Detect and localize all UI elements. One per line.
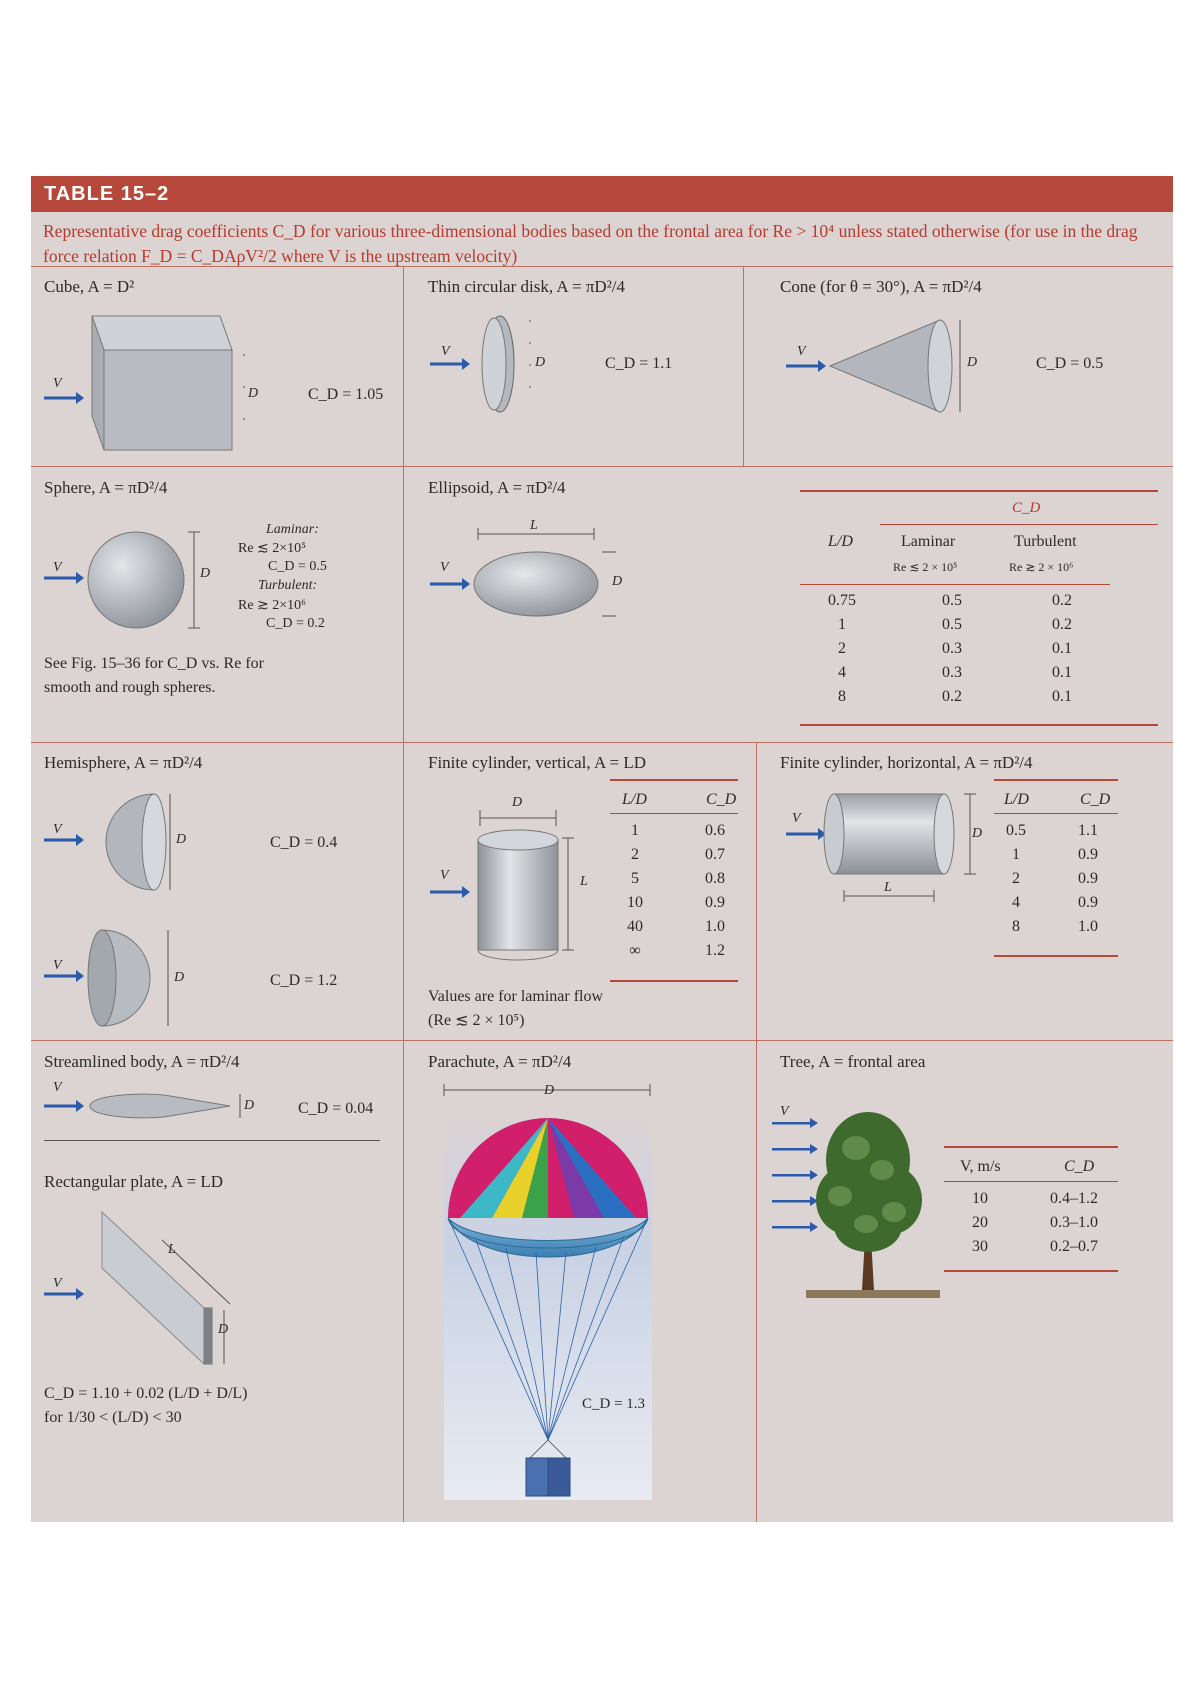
diameter-label: D	[544, 1083, 555, 1098]
diameter-label: D	[612, 574, 623, 589]
ellipsoid-table-cell: 0.3	[942, 640, 962, 657]
ellipsoid-table-cell: 4	[838, 664, 846, 681]
cyl-vert-table-cell: 0.8	[705, 870, 725, 887]
length-label: L	[580, 874, 588, 889]
velocity-label: V	[53, 958, 62, 973]
diameter-label: D	[244, 1098, 255, 1113]
cyl-vert-table-body	[610, 822, 738, 972]
cyl-vert-table-cell: 1.0	[705, 918, 725, 935]
table-rule	[944, 1181, 1118, 1182]
tree-table-cell: 30	[972, 1238, 988, 1255]
cyl-horiz-col-cd: C_D	[1080, 791, 1111, 808]
cyl-horiz-table-cell: 1	[1012, 846, 1020, 863]
sphere-note: See Fig. 15–36 for C_D vs. Re for	[44, 655, 264, 672]
tree-title: Tree, A = frontal area	[780, 1052, 926, 1071]
diameter-label: D	[512, 795, 523, 810]
cyl-horiz-table-cell: 4	[1012, 894, 1020, 911]
cyl-vert-figure	[428, 808, 598, 958]
table-rule	[994, 813, 1118, 814]
sphere-figure	[40, 528, 210, 632]
plate-title: Rectangular plate, A = LD	[44, 1172, 224, 1191]
hemisphere-title: Hemisphere, A = πD²/4	[44, 753, 203, 772]
cyl-horiz-table-cell: 0.9	[1078, 870, 1098, 887]
cyl-vert-table-cell: 1	[631, 822, 639, 839]
cube-figure	[40, 312, 340, 452]
table-rule	[800, 724, 1158, 726]
ellipsoid-col-ld: L/D	[828, 533, 853, 550]
streamlined-title: Streamlined body, A = πD²/4	[44, 1052, 240, 1071]
ellipsoid-title: Ellipsoid, A = πD²/4	[428, 478, 566, 497]
cyl-vert-table-cell: 40	[627, 918, 643, 935]
cone-cd: C_D = 0.5	[1036, 355, 1104, 372]
ellipsoid-table-cell: 0.1	[1052, 664, 1072, 681]
sphere-laminar-label: Laminar:	[266, 522, 319, 537]
velocity-label: V	[440, 560, 449, 575]
table-rule	[610, 980, 738, 982]
cyl-horiz-title: Finite cylinder, horizontal, A = πD²/4	[780, 753, 1033, 772]
plate-cd: C_D = 1.10 + 0.02 (L/D + D/L)	[44, 1385, 248, 1402]
length-label: L	[884, 880, 892, 895]
ellipsoid-table-cell: 0.2	[1052, 592, 1072, 609]
grid-line	[31, 1040, 1173, 1041]
cyl-horiz-table-body	[994, 822, 1118, 947]
cyl-vert-table-cell: 0.9	[705, 894, 725, 911]
cyl-horiz-table-cell: 8	[1012, 918, 1020, 935]
parachute-title: Parachute, A = πD²/4	[428, 1052, 572, 1071]
length-label: L	[168, 1242, 176, 1257]
sphere-title: Sphere, A = πD²/4	[44, 478, 168, 497]
ellipsoid-table-cell: 0.1	[1052, 688, 1072, 705]
diameter-label: D	[174, 970, 185, 985]
hemisphere-cd-1: C_D = 0.4	[270, 834, 338, 851]
cyl-vert-note: Values are for laminar flow	[428, 988, 604, 1005]
cyl-horiz-table-cell: 0.9	[1078, 846, 1098, 863]
ellipsoid-table-body	[800, 592, 1110, 712]
disk-figure	[428, 312, 568, 422]
velocity-label: V	[53, 822, 62, 837]
cyl-horiz-table-cell: 0.5	[1006, 822, 1026, 839]
ellipsoid-col-laminar: Laminar	[901, 533, 956, 550]
ellipsoid-table-cell: 0.1	[1052, 640, 1072, 657]
sphere-laminar-cd: C_D = 0.5	[268, 559, 327, 574]
sphere-note: smooth and rough spheres.	[44, 679, 216, 696]
diameter-label: D	[176, 832, 187, 847]
sphere-laminar-re: Re ≲ 2×10⁵	[238, 541, 307, 556]
diameter-label: D	[535, 355, 546, 370]
velocity-label: V	[797, 344, 806, 359]
streamlined-figure	[40, 1086, 260, 1126]
ellipsoid-table-cell: 0.75	[828, 592, 856, 609]
ellipsoid-col-turbulent: Turbulent	[1014, 533, 1077, 550]
velocity-label: V	[440, 868, 449, 883]
table-rule	[610, 813, 738, 814]
ellipsoid-table-cell: 0.2	[1052, 616, 1072, 633]
velocity-label: V	[53, 560, 62, 575]
cyl-vert-col-cd: C_D	[706, 791, 737, 808]
ellipsoid-figure	[428, 528, 628, 628]
table-rule	[880, 524, 1158, 525]
sphere-turbulent-label: Turbulent:	[258, 578, 318, 593]
table-rule	[610, 779, 738, 781]
streamlined-cd: C_D = 0.04	[298, 1100, 374, 1117]
cyl-vert-col-ld: L/D	[622, 791, 647, 808]
grid-line	[31, 742, 1173, 743]
grid-line	[756, 742, 757, 1522]
cyl-vert-table-cell: 1.2	[705, 942, 725, 959]
cube-cd: C_D = 1.05	[308, 386, 384, 403]
table-rule	[800, 584, 1110, 585]
tree-table-cell: 0.4–1.2	[1050, 1190, 1098, 1207]
tree-table-body	[944, 1190, 1118, 1265]
disk-title: Thin circular disk, A = πD²/4	[428, 277, 626, 296]
cube-title: Cube, A = D²	[44, 277, 135, 296]
tree-col-cd: C_D	[1064, 1158, 1095, 1175]
length-label: L	[530, 518, 538, 533]
parachute-figure	[436, 1082, 666, 1502]
velocity-label: V	[780, 1104, 789, 1119]
table-rule	[944, 1270, 1118, 1272]
ellipsoid-table-cell: 8	[838, 688, 846, 705]
sphere-turbulent-cd: C_D = 0.2	[266, 616, 325, 631]
table-rule	[800, 490, 1158, 492]
tree-table-cell: 0.2–0.7	[1050, 1238, 1098, 1255]
grid-line	[403, 266, 404, 1522]
grid-line	[743, 266, 744, 466]
table-rule	[944, 1146, 1118, 1148]
velocity-label: V	[53, 376, 62, 391]
disk-cd: C_D = 1.1	[605, 355, 673, 372]
parachute-cd: C_D = 1.3	[582, 1396, 646, 1412]
grid-line	[31, 266, 1173, 267]
cyl-vert-table-cell: 10	[627, 894, 643, 911]
tree-col-v: V, m/s	[960, 1158, 1001, 1175]
table-rule	[994, 955, 1118, 957]
diameter-label: D	[972, 826, 983, 841]
velocity-label: V	[53, 1080, 62, 1095]
diameter-label: D	[967, 355, 978, 370]
hemisphere-figure	[40, 790, 190, 1028]
diameter-label: D	[200, 566, 211, 581]
table-rule	[994, 779, 1118, 781]
cyl-vert-table-cell: ∞	[629, 942, 641, 959]
ellipsoid-table-cell: 1	[838, 616, 846, 633]
ellipsoid-table-cell: 2	[838, 640, 846, 657]
velocity-label: V	[792, 811, 801, 826]
diameter-label: D	[248, 386, 259, 401]
ellipsoid-table-cell: 0.5	[942, 592, 962, 609]
grid-line	[31, 466, 1173, 467]
cyl-horiz-col-ld: L/D	[1004, 791, 1029, 808]
ellipsoid-sub-laminar: Re ≲ 2 × 10⁵	[893, 560, 958, 574]
ellipsoid-sub-turbulent: Re ≳ 2 × 10⁶	[1009, 560, 1074, 574]
tree-table-cell: 10	[972, 1190, 988, 1207]
plate-range: for 1/30 < (L/D) < 30	[44, 1409, 182, 1426]
cyl-vert-table-cell: 0.7	[705, 846, 725, 863]
sphere-turbulent-re: Re ≳ 2×10⁶	[238, 598, 307, 613]
cyl-vert-table-cell: 0.6	[705, 822, 725, 839]
plate-figure	[40, 1208, 260, 1368]
cyl-horiz-table-cell: 1.1	[1078, 822, 1098, 839]
tree-figure	[770, 1100, 940, 1300]
ellipsoid-table-cell: 0.5	[942, 616, 962, 633]
cone-figure	[784, 316, 984, 416]
cyl-horiz-table-cell: 1.0	[1078, 918, 1098, 935]
ellipsoid-cd-head: C_D	[1012, 500, 1041, 516]
diameter-label: D	[218, 1322, 229, 1337]
ellipsoid-table-cell: 0.2	[942, 688, 962, 705]
section-divider	[44, 1140, 380, 1141]
velocity-label: V	[441, 344, 450, 359]
cyl-vert-table-cell: 2	[631, 846, 639, 863]
cyl-horiz-table-cell: 0.9	[1078, 894, 1098, 911]
table-caption: Representative drag coefficients C_D for various three-dimensional bodies based on the frontal area for Re > 10⁴ unless stated otherwise (for use in the drag force relation F_D = C_DAρV²/2 where V is the upstream velocity)	[43, 221, 1138, 266]
cone-title: Cone (for θ = 30°), A = πD²/4	[780, 277, 982, 296]
tree-table-cell: 20	[972, 1214, 988, 1231]
hemisphere-cd-2: C_D = 1.2	[270, 972, 338, 989]
ellipsoid-table-cell: 0.3	[942, 664, 962, 681]
table-title: TABLE 15–2	[31, 176, 1173, 212]
cyl-vert-title: Finite cylinder, vertical, A = LD	[428, 753, 647, 772]
tree-table-cell: 0.3–1.0	[1050, 1214, 1098, 1231]
velocity-label: V	[53, 1276, 62, 1291]
cyl-vert-table-cell: 5	[631, 870, 639, 887]
cyl-vert-note: (Re ≲ 2 × 10⁵)	[428, 1012, 525, 1029]
cyl-horiz-table-cell: 2	[1012, 870, 1020, 887]
